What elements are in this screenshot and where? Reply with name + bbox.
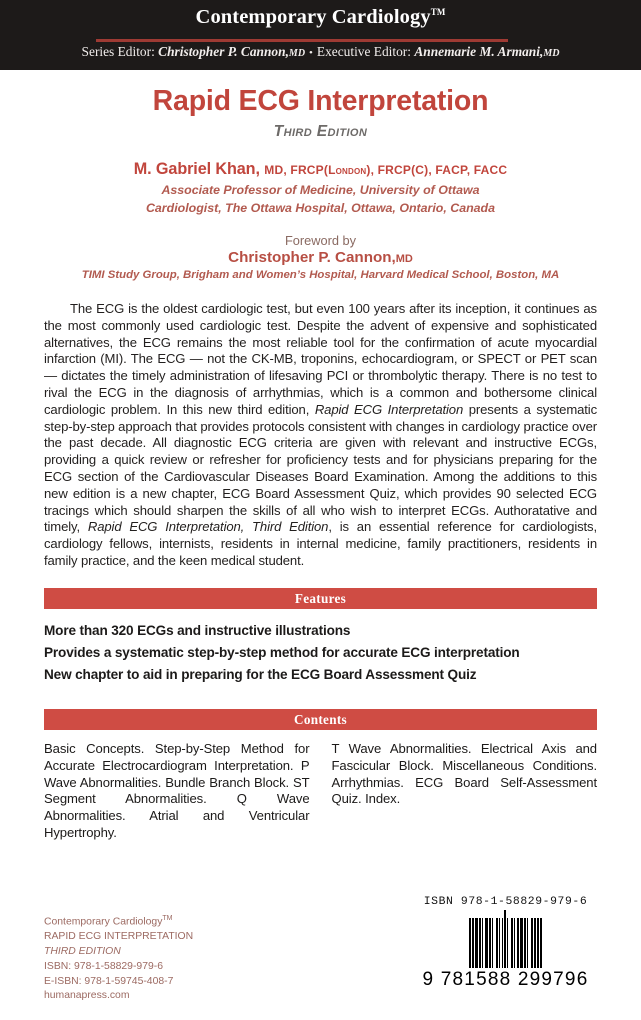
contents-columns [44, 741, 597, 842]
barcode-image [407, 910, 604, 968]
barcode-digits: 9 781588 299796 [422, 969, 589, 990]
imprint-block [44, 914, 193, 1004]
editors-line [0, 44, 641, 60]
foreword-author-name: Christopher P. Cannon, [228, 248, 396, 266]
series-header-band [0, 0, 641, 70]
page-title: Rapid ECG Interpretation [152, 85, 489, 117]
foreword-author-degree: MD [395, 252, 413, 265]
list-item: More than 320 ECGs and instructive illustrations [44, 622, 351, 638]
blurb-italic-title-1: Rapid ECG Interpretation [314, 401, 464, 417]
series-title-text: Contemporary Cardiology [195, 6, 431, 28]
author-credentials: MD, FRCP(London), FRCP(C), FACP, FACC [264, 162, 508, 177]
contents-banner: Contents [44, 709, 597, 730]
list-item: Provides a systematic step-by-step method for accurate ECG interpretation [44, 644, 520, 660]
series-editor-degree: MD [288, 47, 306, 59]
imprint-eisbn: E-ISBN: 978-1-59745-408-7 [44, 975, 174, 987]
executive-editor-label: Executive Editor: [316, 43, 411, 59]
foreword-author-affiliation: TIMI Study Group, Brigham and Women’s Hospital, Harvard Medical School, Boston, MA [81, 268, 560, 281]
edition-label: Third Edition [273, 122, 368, 140]
back-cover-blurb [44, 301, 597, 570]
series-editor-label: Series Editor: [81, 43, 155, 59]
foreword-author-byline [0, 249, 641, 266]
imprint-edition: THIRD EDITION [44, 946, 121, 957]
series-title [0, 6, 641, 29]
author-byline [0, 160, 641, 179]
imprint-series-name: Contemporary Cardiology [44, 916, 163, 928]
barcode-isbn-label: ISBN 978-1-58829-979-6 [423, 896, 588, 908]
author-name: M. Gabriel Khan, [133, 159, 260, 178]
author-affiliation [0, 182, 641, 218]
blurb-paragraph-part-2: presents a systematic step-by-step approach that provides protocols consistent with changes in cardiology practice over the past decade. All diagnostic ECG criteria are given with relevant and instructive ECGs, providing a quick review or refresher for proficiency tests and for physicians preparing for the ECG section of the Cardiovascular Diseases Board Examination. Among the additions to this new edition is a new chapter, ECG Board Assessment Quiz, which provides 90 selected ECG tracings which should sharpen the skills of all who wish to interpret ECGs. Authoratative and timely, [44, 401, 598, 535]
foreword-label: Foreword by [284, 232, 357, 248]
contents-column-left: Basic Concepts. Step-by-Step Method for Accurate Electrocardiogram Interpretation. P Wave Abnormalities. Bundle Branch Block. ST Segment Abnormalities. Q Wave Abnormalities. Atrial and Ventricular Hypertrophy. [44, 740, 310, 840]
editors-separator-bullet: • [309, 46, 313, 59]
author-affiliation-line-2: Cardiologist, The Ottawa Hospital, Ottawa, Ontario, Canada [145, 200, 496, 215]
executive-editor-degree: MD [543, 47, 560, 59]
barcode-area [407, 896, 604, 991]
imprint-series-line [44, 914, 193, 930]
title-block [0, 70, 641, 281]
features-list [44, 620, 597, 686]
features-banner: Features [44, 588, 597, 609]
executive-editor-name: Annemarie M. Armani, [414, 43, 544, 59]
imprint-title: RAPID ECG INTERPRETATION [44, 931, 194, 943]
series-editor-name: Christopher P. Cannon, [158, 43, 289, 59]
blurb-paragraph-part-3: , is an essential reference for cardiologists, cardiology fellows, internists, residents in internal medicine, family practitioners, residents in family practice, and the keen medical student. [44, 519, 598, 569]
footer [0, 890, 641, 1020]
blurb-italic-title-2: Rapid ECG Interpretation, Third Edition [87, 519, 329, 535]
imprint-isbn: ISBN: 978-1-58829-979-6 [44, 960, 163, 972]
blurb-paragraph-part-1: The ECG is the oldest cardiologic test, but even 100 years after its inception, it continues as the most commonly used cardiologic test. Despite the advent of expensive and sophisticated alternatives, the ECG remains the most reliable tool for the confirmation of acute myocardial infarction (MI). The ECG — not the CK-MB, troponins, echocardiogram, or SPECT or PET scan — dictates the timely administration of lifesaving PCI or thrombolytic therapy. There is no test to rival the ECG in the diagnosis of arrhythmias, which is a common and bothersome clinical cardiologic problem. In this new third edition, [44, 300, 597, 417]
series-title-underline-rule [96, 39, 508, 42]
series-trademark-symbol: TM [430, 7, 446, 18]
contents-column-right: T Wave Abnormalities. Electrical Axis and Fascicular Block. Miscellaneous Conditions. Arrhythmias. ECG Board Self-Assessment Quiz. Index. [331, 740, 597, 807]
list-item: New chapter to aid in preparing for the ECG Board Assessment Quiz [44, 666, 477, 682]
author-affiliation-line-1: Associate Professor of Medicine, University of Ottawa [161, 182, 480, 197]
imprint-trademark-symbol: TM [162, 915, 173, 922]
publisher-website: humanapress.com [44, 990, 130, 1002]
